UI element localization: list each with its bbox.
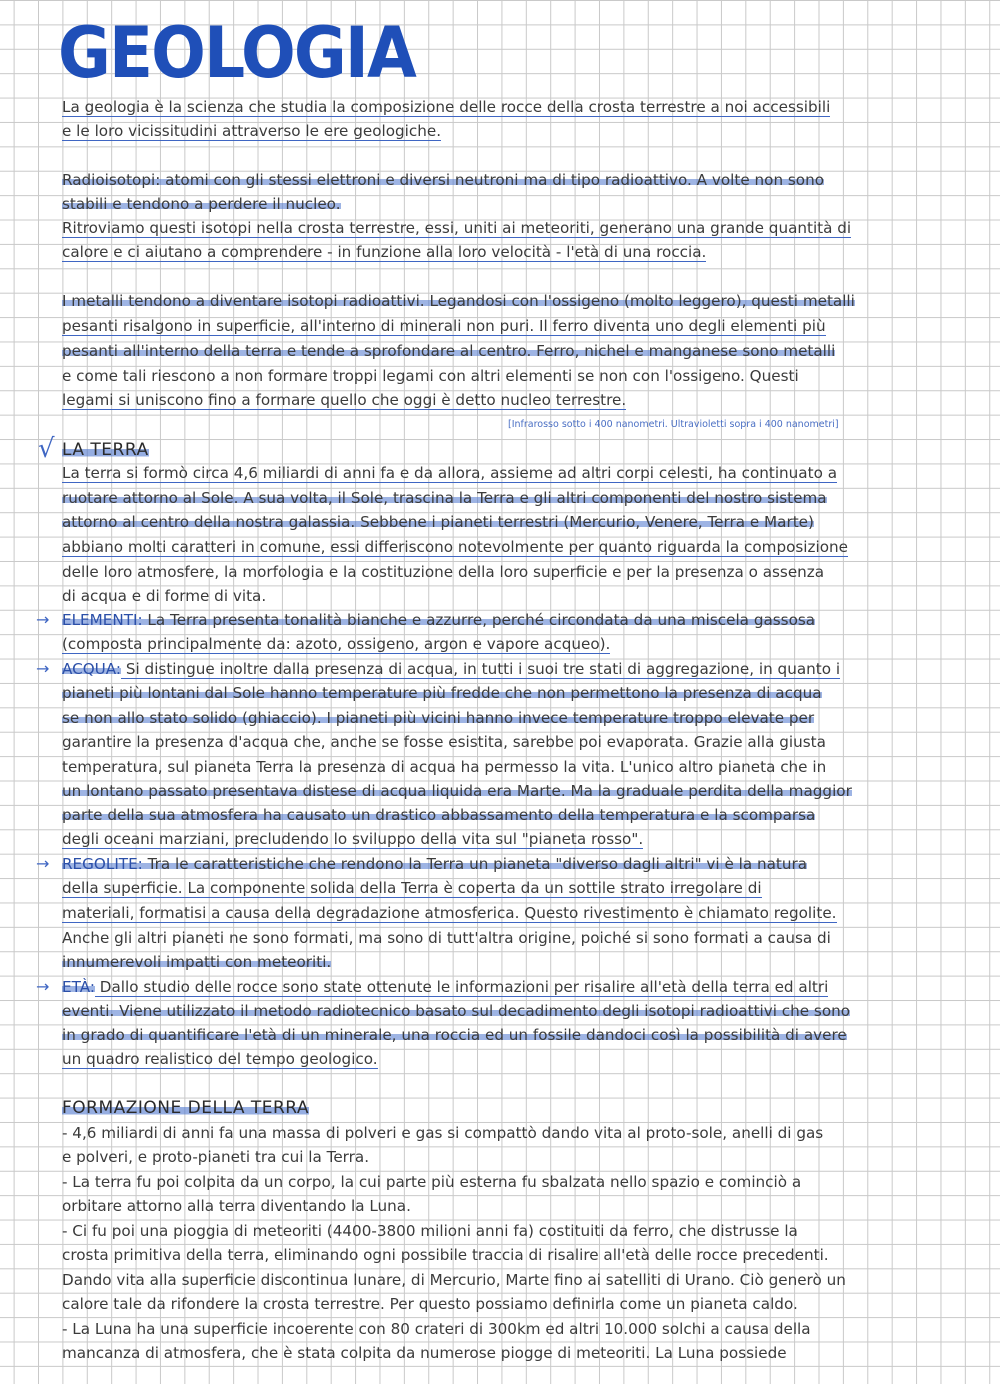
formazione-line-5: - Ci fu poi una pioggia di meteoriti (4400-3800 milioni anni fa) costituiti da ferro, che distrusse la [62,1222,798,1240]
acqua-line-4: garantire la presenza d'acqua che, anche se fosse esistita, sarebbe poi evaporata. Grazie alla giusta [62,733,826,751]
acqua-line-8: degli oceani marziani, precludendo lo sviluppo della vita sul "pianeta rosso". [62,830,644,848]
metalli-line-1: I metalli tendono a diventare isotopi radioattivi. Legandosi con l'ossigeno (molto leggero), questi metalli [62,292,855,310]
formazione-line-3: - La terra fu poi colpita da un corpo, la cui parte più esterna fu sbalzata nello spazio e cominciò a [62,1173,802,1191]
terra-line-5: delle loro atmosfere, la morfologia e la costituzione della loro superficie e per la presenza o assenza [62,563,825,581]
acqua-line-5: temperatura, sul pianeta Terra la presenza di acqua ha permesso la vita. L'unico altro pianeta che in [62,758,827,776]
eta-line-4: un quadro realistico del tempo geologico. [62,1050,378,1068]
radio-line-2: stabili e tendono a perdere il nucleo. [62,195,341,213]
intro-line-2: e le loro vicissitudini attraverso le ere geologiche. [62,122,442,140]
section-heading-formazione: FORMAZIONE DELLA TERRA [62,1098,310,1118]
acqua-line-6: un lontano passato presentava distese di acqua liquida era Marte. Ma la graduale perdita della maggior [62,782,852,800]
arrow-right-icon: → [36,977,50,996]
formazione-line-2: e polveri, e proto-pianeti tra cui la Terra. [62,1148,370,1166]
arrow-right-icon: → [36,659,50,678]
arrow-right-icon: → [36,854,50,873]
intro-line-1: La geologia è la scienza che studia la composizione delle rocce della crosta terrestre a noi accessibili [62,98,831,116]
metalli-line-2: pesanti risalgono in superficie, all'interno di minerali non puri. Il ferro diventa uno degli elementi più [62,317,826,335]
check-icon: √ [38,434,55,464]
section-heading-terra: LA TERRA [62,440,149,460]
acqua-line-7: parte della sua atmosfera ha causato un drastico abbassamento della temperatura e la scomparsa [62,806,816,824]
terra-line-3: attorno al centro della nostra galassia. Sebbene i pianeti terrestri (Mercurio, Venere, Terra e Marte) [62,513,814,531]
terra-line-1: La terra si formò circa 4,6 miliardi di anni fa e da allora, assieme ad altri corpi celesti, ha continuato a [62,464,837,482]
metalli-line-5: legami si uniscono fino a formare quello che oggi è detto nucleo terrestre. [62,391,627,409]
margin-note: [Infrarosso sotto i 400 nanometri. Ultravioletti sopra i 400 nanometri] [508,419,839,430]
regolite-line-3: materiali, formatisi a causa della degradazione atmosferica. Questo rivestimento è chiamato regolite. [62,904,837,922]
arrow-right-icon: → [36,610,50,629]
eta-line-2: eventi. Viene utilizzato il metodo radiotecnico basato sul decadimento degli isotopi radioattivi che sono [62,1002,851,1020]
acqua-line-3: se non allo stato solido (ghiaccio). I pianeti più vicini hanno invece temperature troppo elevate per [62,709,815,727]
formazione-line-10: mancanza di atmosfera, che è stata colpita da numerose piogge di meteoriti. La Luna possiede [62,1344,787,1362]
regolite-line-5: innumerevoli impatti con meteoriti. [62,953,332,971]
radio-line-1: Radioisotopi: atomi con gli stessi elettroni e diversi neutroni ma di tipo radioattivo. A volte non sono [62,171,825,189]
regolite-line-2: della superficie. La componente solida della Terra è coperta da un sottile strato irregolare di [62,879,762,897]
radio-line-4: calore e ci aiutano a comprendere - in funzione alla loro velocità - l'età di una roccia. [62,243,707,261]
radio-line-3: Ritroviamo questi isotopi nella crosta terrestre, essi, uniti ai meteoriti, generano una grande quantità di [62,219,852,237]
acqua-line-2: pianeti più lontani dal Sole hanno temperature più fredde che non permettono la presenza di acqua [62,684,822,702]
terra-line-2: ruotare attorno al Sole. A sua volta, il Sole, trascina la Terra e gli altri componenti del nostro sistema [62,489,827,507]
formazione-line-4: orbitare attorno alla terra diventando la Luna. [62,1197,411,1215]
metalli-line-3: pesanti all'interno della terra e tende a sprofondare al centro. Ferro, nichel e manganese sono metalli [62,342,836,360]
terra-line-6: di acqua e di forme di vita. [62,587,267,605]
elementi-line-1: ELEMENTI: La Terra presenta tonalità bianche e azzurre, perché circondata da una miscela gassosa [62,611,816,629]
acqua-line-1: ACQUA: Si distingue inoltre dalla presenza di acqua, in tutti i suoi tre stati di aggregazione, in quanto i [62,660,841,678]
formazione-line-1: - 4,6 miliardi di anni fa una massa di polveri e gas si compattò dando vita al proto-sole, anelli di gas [62,1124,824,1142]
eta-line-3: in grado di quantificare l'età di un minerale, una roccia ed un fossile dandoci così la possibilità di avere [62,1026,847,1044]
metalli-line-4: e come tali riescono a non formare troppi legami con altri elementi se non con l'ossigeno. Questi [62,367,799,385]
eta-line-1: ETÀ: Dallo studio delle rocce sono state ottenute le informazioni per risalire all'età della terra ed altri [62,978,829,996]
page-title: GEOLOGIA [58,12,416,94]
regolite-line-1: REGOLITE: Tra le caratteristiche che rendono la Terra un pianeta "diverso dagli altri" vi è la natura [62,855,808,873]
formazione-line-6: crosta primitiva della terra, eliminando ogni possibile traccia di risalire all'età delle rocce precedenti. [62,1246,829,1264]
formazione-line-9: - La Luna ha una superficie incoerente con 80 crateri di 300km ed altri 10.000 solchi a causa della [62,1320,811,1338]
elementi-line-2: (composta principalmente da: azoto, ossigeno, argon e vapore acqueo). [62,635,611,653]
terra-line-4: abbiano molti caratteri in comune, essi differiscono notevolmente per quanto riguarda la composizione [62,538,848,556]
formazione-line-7: Dando vita alla superficie discontinua lunare, di Mercurio, Marte fino ai satelliti di Urano. Ciò generò un [62,1271,846,1289]
regolite-line-4: Anche gli altri pianeti ne sono formati, ma sono di tutt'altra origine, poiché si sono formati a causa di [62,929,831,947]
formazione-line-8: calore tale da rifondere la crosta terrestre. Per questo possiamo definirla come un pianeta caldo. [62,1295,798,1313]
